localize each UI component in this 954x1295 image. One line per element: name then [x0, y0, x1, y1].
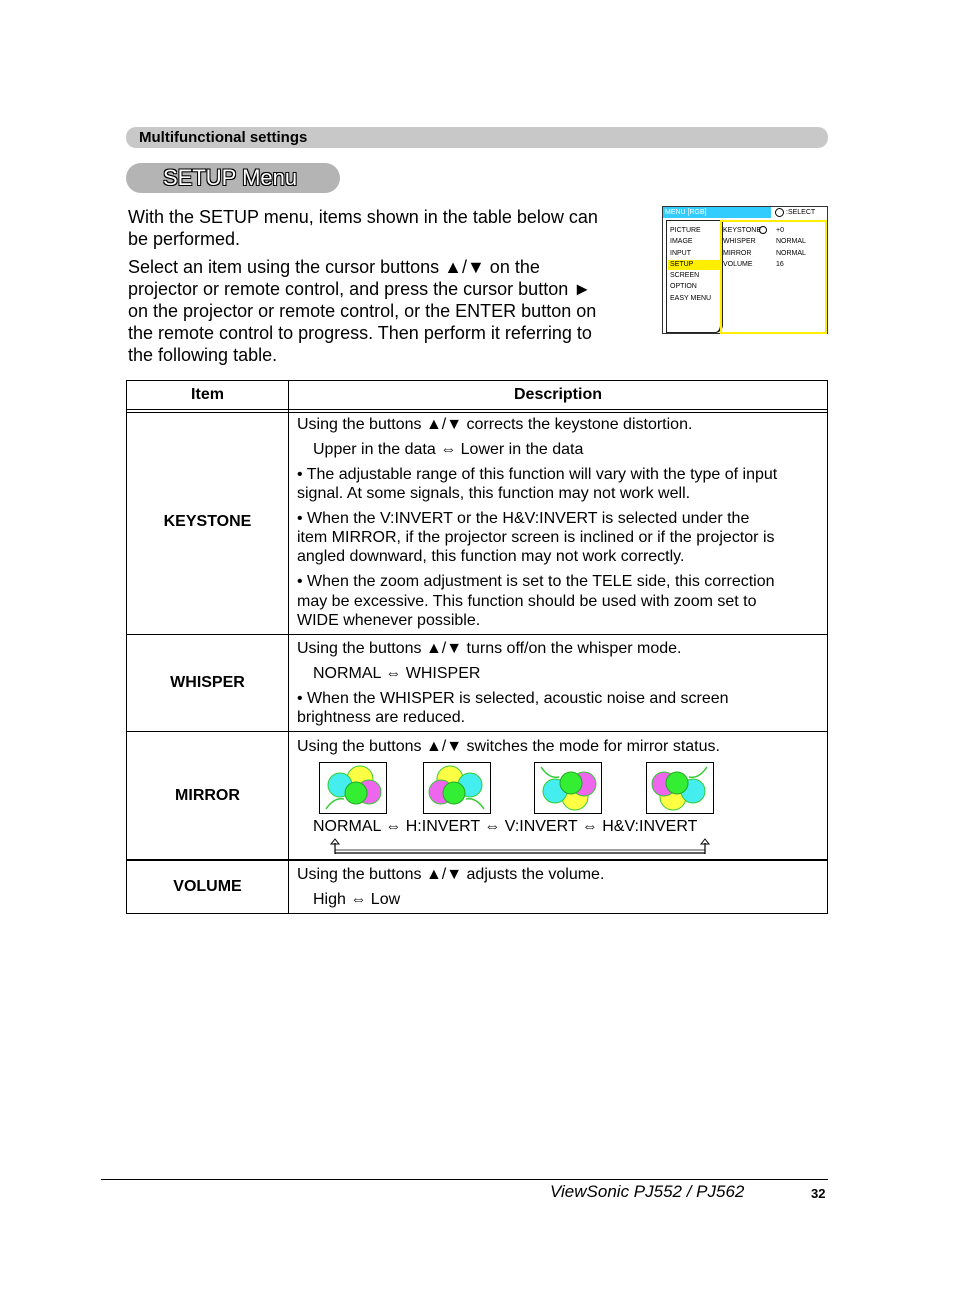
- mirror-normal-image: [319, 762, 387, 814]
- row-desc-line: • The adjustable range of this function will vary with the type of input: [297, 466, 778, 483]
- osd-menu-item: OPTION: [670, 283, 697, 290]
- row-desc-line: Using the buttons ▲/▼ turns off/on the whisper mode.: [297, 640, 682, 657]
- header-item: Item: [191, 386, 224, 403]
- osd-setting-name: VOLUME: [723, 261, 753, 268]
- table-divider: [126, 412, 828, 413]
- osd-setting-name: MIRROR: [723, 250, 752, 257]
- row-item-whisper: WHISPER: [170, 674, 245, 691]
- osd-menu-screenshot: [662, 206, 828, 334]
- table-divider: [126, 731, 828, 732]
- osd-setting-value: 16: [776, 261, 784, 268]
- section-title: Multifunctional settings: [139, 129, 308, 146]
- intro-line: be performed.: [128, 229, 241, 249]
- mirror-hv-invert-image: [646, 762, 714, 814]
- osd-setting-value: +0: [776, 227, 784, 234]
- select-icon: [775, 208, 784, 217]
- footer-product: ViewSonic PJ552 / PJ562: [550, 1182, 745, 1201]
- table-divider: [126, 634, 828, 635]
- intro-line: With the SETUP menu, items shown in the table below can: [128, 207, 598, 227]
- section-header-bar: [126, 127, 828, 148]
- row-desc-line: Using the buttons ▲/▼ corrects the keystone distortion.: [297, 416, 693, 433]
- osd-menu-item: INPUT: [670, 250, 691, 257]
- row-desc-line: signal. At some signals, this function may not work well.: [297, 485, 691, 502]
- row-desc-line: • When the V:INVERT or the H&V:INVERT is selected under the: [297, 510, 750, 527]
- keystone-icon: [759, 226, 767, 238]
- osd-menu-item: PICTURE: [670, 227, 701, 234]
- mirror-v-invert-image: [534, 762, 602, 814]
- table-divider: [126, 409, 828, 410]
- row-desc-line: Upper in the data ⇔ Lower in the data: [313, 441, 584, 458]
- osd-setting-name: KEYSTONE: [723, 227, 761, 234]
- intro-line: on the projector or remote control, or the ENTER button on: [128, 301, 597, 321]
- osd-setting-value: NORMAL: [776, 238, 806, 245]
- row-item-mirror: MIRROR: [175, 787, 240, 804]
- row-item-volume: VOLUME: [173, 878, 242, 895]
- page-number: 32: [811, 1186, 826, 1201]
- row-desc-line: NORMAL ⇔ WHISPER: [313, 665, 481, 682]
- osd-menu-item-selected: SETUP: [668, 260, 720, 270]
- row-desc-line: NORMAL ⇔ H:INVERT ⇔ V:INVERT ⇔ H&V:INVERT: [313, 818, 698, 835]
- osd-select-label: :SELECT: [786, 209, 816, 216]
- osd-select-hint: [772, 207, 827, 218]
- row-desc-line: may be excessive. This function should be used with zoom set to: [297, 593, 757, 610]
- table-divider: [126, 859, 828, 861]
- osd-header: MENU [RGB]: [663, 207, 771, 218]
- row-desc-line: angled downward, this function may not work correctly.: [297, 548, 685, 565]
- osd-menu-item: IMAGE: [670, 238, 693, 245]
- header-description: Description: [513, 386, 602, 403]
- row-desc-line: Using the buttons ▲/▼ switches the mode for mirror status.: [297, 738, 720, 755]
- cycle-arrow-icon: [326, 838, 714, 856]
- row-desc-line: Using the buttons ▲/▼ adjusts the volume.: [297, 866, 605, 883]
- row-desc-line: High ⇔ Low: [313, 891, 401, 908]
- mirror-h-invert-image: [423, 762, 491, 814]
- menu-title-pill: [126, 163, 340, 193]
- row-desc-line: item MIRROR, if the projector screen is inclined or if the projector is: [297, 529, 775, 546]
- table-column-divider: [288, 380, 289, 913]
- row-desc-line: WIDE whenever possible.: [297, 612, 481, 629]
- menu-title: SETUP Menu: [163, 165, 298, 190]
- footer-rule: [101, 1179, 828, 1180]
- intro-line: projector or remote control, and press the cursor button ►: [128, 279, 592, 299]
- osd-setting-name: WHISPER: [723, 238, 756, 245]
- osd-menu-item: SCREEN: [670, 272, 700, 279]
- intro-line: the remote control to progress. Then perform it referring to: [128, 323, 592, 343]
- row-desc-line: • When the WHISPER is selected, acoustic noise and screen: [297, 690, 729, 707]
- row-desc-line: brightness are reduced.: [297, 709, 466, 726]
- intro-line: the following table.: [128, 345, 278, 365]
- row-item-keystone: KEYSTONE: [163, 513, 252, 530]
- row-desc-line: • When the zoom adjustment is set to the TELE side, this correction: [297, 573, 775, 590]
- intro-line: Select an item using the cursor buttons ▲/▼ on the: [128, 257, 540, 277]
- osd-setting-value: NORMAL: [776, 250, 806, 257]
- osd-menu-item: EASY MENU: [670, 295, 712, 302]
